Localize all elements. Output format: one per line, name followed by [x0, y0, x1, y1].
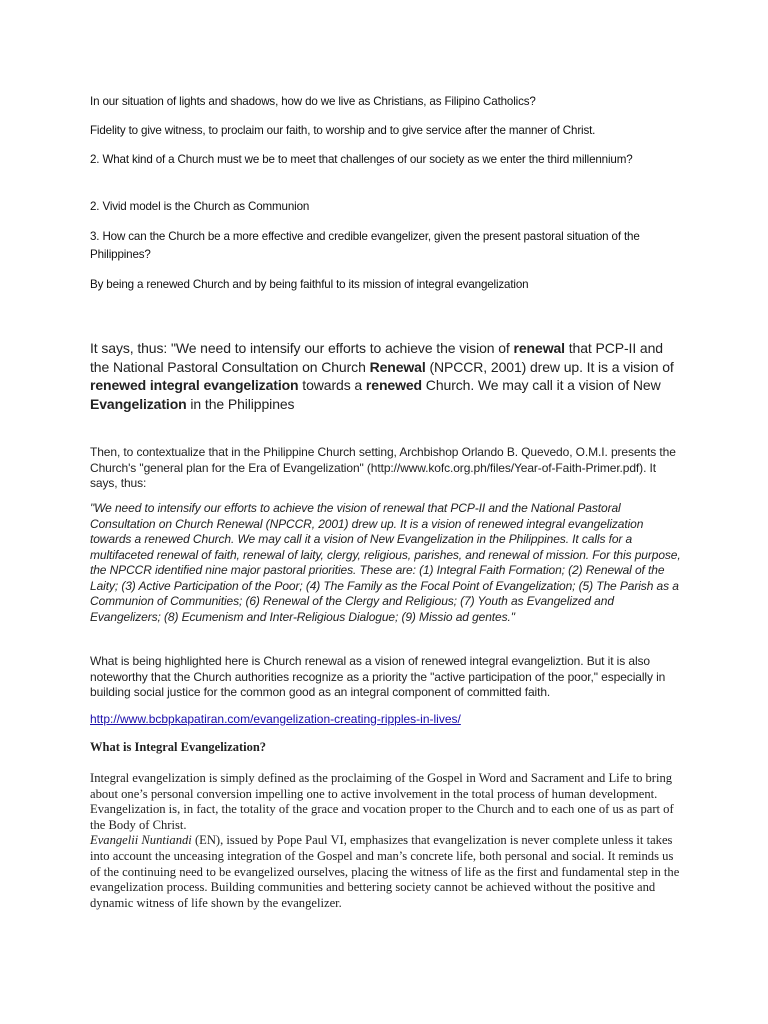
context-paragraph: Then, to contextualize that in the Philippine Church setting, Archbishop Orlando B. Quevedo, O.M.I. presents the Church's "general plan for the Era of Evangelization" (http://www.kofc.org.ph/files/Year-of-Faith-Primer.pdf). It says, thus:: [90, 445, 676, 490]
encyclical-title: Evangelii Nuntiandi: [90, 833, 192, 848]
quote-text: Church. We may call it a vision of New: [422, 377, 661, 393]
quote-text: that PCP-II and the National Pastoral Consultation on Church: [90, 340, 663, 375]
quote-bold: Evangelization: [90, 395, 187, 412]
section-heading: What is Integral Evangelization?: [90, 740, 267, 754]
renewal-quote: [90, 339, 675, 413]
quote-bold: Renewal: [369, 358, 426, 375]
question-3: 3. How can the Church be a more effective and credible evangelizer, given the present pastoral situation of the Philippines?: [90, 230, 640, 261]
answer-2: 2. Vivid model is the Church as Communion: [90, 200, 310, 213]
highlight-paragraph: What is being highlighted here is Church renewal as a vision of renewed integral evangeliztion. But it is also noteworthy that the Church authorities recognize as a priority the "active participation of the poor," especially in building social justice for the common good as an integral component of committed faith.: [90, 654, 666, 699]
source-link[interactable]: http://www.bcbpkapatiran.com/evangelization-creating-ripples-in-lives/: [90, 712, 461, 726]
quote-bold: renewed: [365, 377, 423, 393]
quote-text: in the Philippines: [186, 395, 295, 412]
italic-quote: "We need to intensify our efforts to achieve the vision of renewal that PCP-II and the National Pastoral Consultation on Church Renewal (NPCCR, 2001) drew up. It is a vision of renewed integral evangelization towards a renewed Church. We may call it a vision of New Evangelization in the Philippines. It calls for a multifaceted renewal of faith, renewal of laity, clergy, religious, parishes, and renewal of mission. For this purpose, the NPCCR identified nine major pastoral priorities. These are: (1) Integral Faith Formation; (2) Renewal of the Laity; (3) Active Participation of the Poor; (4) The Family as the Focal Point of Evangelization; (5) The Parish as a Communion of Communities; (6) Renewal of the Clergy and Religious; (7) Youth as Evangelized and Evangelizers; (8) Ecumenism and Inter-Religious Dialogue; (9) Missio ad gentes.": [90, 501, 681, 624]
quote-bold: renewal: [513, 340, 565, 356]
answer-3: By being a renewed Church and by being faithful to its mission of integral evangelization: [90, 278, 529, 291]
question-1: In our situation of lights and shadows, how do we live as Christians, as Filipino Catholics?: [90, 95, 536, 108]
definition-paragraph: [90, 771, 682, 911]
para1-text: Integral evangelization is simply defined as the proclaiming of the Gospel in Word and Sacrament and Life to bring about one’s personal conversion impelling one to active involvement in the total process of human development. Evangelization is, in fact, the totality of the grace and vocation proper to the Church and to each one of us as part of the Body of Christ.: [90, 771, 674, 832]
question-2: 2. What kind of a Church must we be to meet that challenges of our society as we enter the third millennium?: [90, 153, 633, 166]
quote-text: towards a: [298, 377, 366, 393]
quote-text: It says, thus: "We need to intensify our efforts to achieve the vision of: [90, 340, 514, 356]
quote-text: (NPCCR, 2001) drew up. It is a vision of: [425, 358, 674, 375]
para2-text: (EN), issued by Pope Paul VI, emphasizes that evangelization is never complete unless it takes into account the unceasing integration of the Gospel and man’s concrete life, both personal and social. It reminds us of the continuing need to be evangelized ourselves, placing the witness of life as the first and fundamental step in the evangelization process. Building communities and bettering society cannot be achieved without the positive and dynamic witness of life shown by the evangelizer.: [90, 833, 680, 910]
answer-1: Fidelity to give witness, to proclaim our faith, to worship and to give service after the manner of Christ.: [90, 124, 596, 137]
quote-bold: renewed integral evangelization: [90, 377, 299, 393]
